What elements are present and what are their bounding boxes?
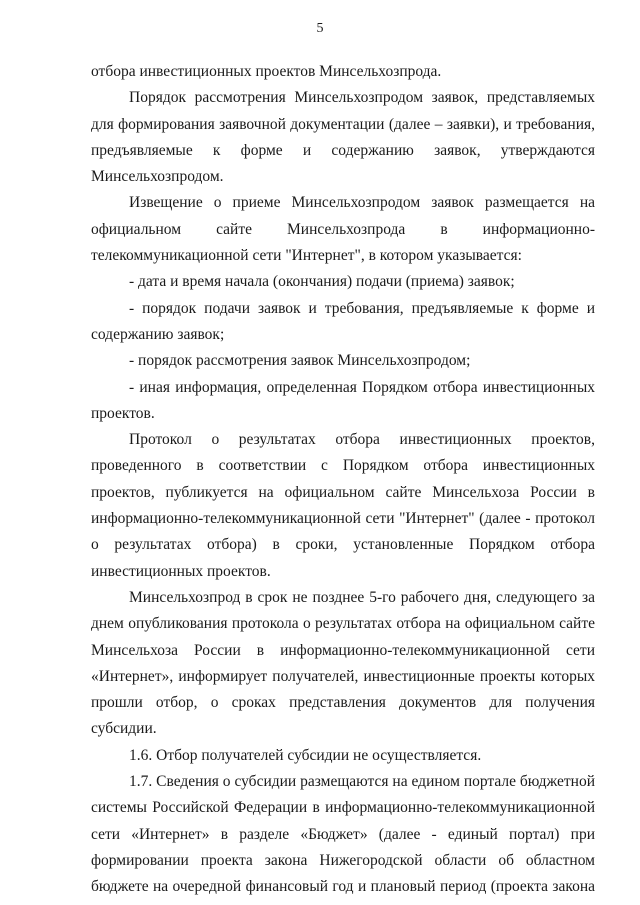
paragraph-protocol: Протокол о результатах отбора инвестиционных проектов, проведенного в соответствии с Порядком отбора инвестиционных проектов, публикуется на официальном сайте Минсельхоза России в информационно-телекоммуникационной сети "Интернет" (далее - протокол о результатах отбора) в сроки, установленные Порядком отбора инвестиционных проектов. <box>91 431 595 580</box>
list-item-other-info: - иная информация, определенная Порядком отбора инвестиционных проектов. <box>91 378 595 422</box>
paragraph-continuation: отбора инвестиционных проектов Минсельхозпрода. <box>91 63 442 80</box>
list-item-dates: - дата и время начала (окончания) подачи (приема) заявок; <box>129 273 515 291</box>
section-1-6: 1.6. Отбор получателей субсидии не осуществляется. <box>129 746 482 764</box>
paragraph-notice: Извещение о приеме Минсельхозпродом заявок размещается на официальном сайте Минсельхозпрода в информационно-телекоммуникационной сети "Интернет", в котором указывается: <box>91 194 595 265</box>
paragraph-informing: Минсельхозпрод в срок не позднее 5-го рабочего дня, следующего за днем опубликования протокола о результатах отбора на официальном сайте Минсельхоза России в информационно-телекоммуникационной сети «Интернет», информирует получателей, инвестиционные проекты которых прошли отбор, о сроках представления документов для получения субсидии. <box>91 588 595 738</box>
list-item-review-order: - порядок рассмотрения заявок Минсельхозпродом; <box>129 352 471 370</box>
list-item-submission-order: - порядок подачи заявок и требования, предъявляемые к форме и содержанию заявок; <box>91 299 595 343</box>
section-1-7: 1.7. Сведения о субсидии размещаются на едином портале бюджетной системы Российской Федерации в информационно-телекоммуникационной сети «Интернет» в разделе «Бюджет» (далее - единый портал) при формировании проекта закона Нижегородской области об областном бюджете на очередной финансовый год и плановый период (проекта закона <box>91 773 595 896</box>
paragraph-review-procedure: Порядок рассмотрения Минсельхозпродом заявок, представляемых для формирования заявочной документации (далее – заявки), и требования, предъявляемые к форме и содержанию заявок, утверждаются Минсельхозпродом. <box>91 89 595 186</box>
document-body <box>91 59 595 901</box>
page-number: 5 <box>316 21 324 36</box>
